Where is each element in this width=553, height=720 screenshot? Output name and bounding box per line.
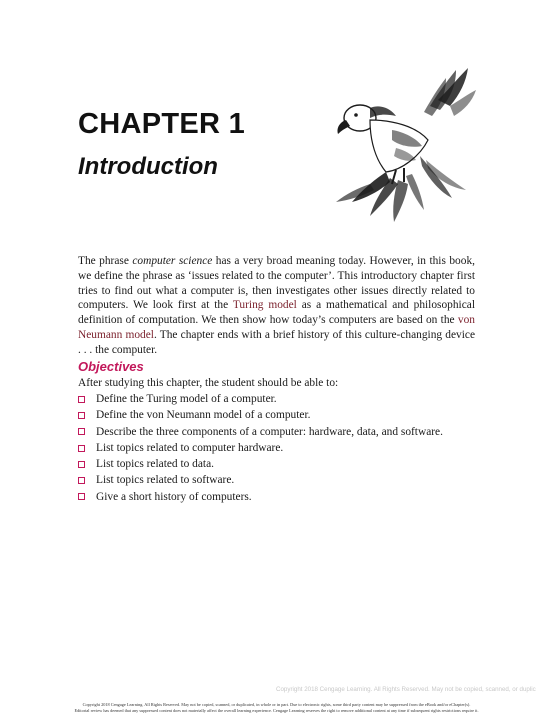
square-bullet-icon — [78, 493, 85, 500]
objective-item — [78, 440, 443, 456]
objective-text: List topics related to computer hardware. — [96, 441, 284, 454]
square-bullet-icon — [78, 445, 85, 452]
objective-item — [78, 424, 443, 440]
objective-item — [78, 472, 443, 488]
square-bullet-icon — [78, 396, 85, 403]
chapter-title: Introduction — [78, 153, 218, 180]
intro-text-3: as a mathematical and philosophical definition of computation. We then show how today’s computers are based on the — [78, 299, 475, 327]
intro-text-4: . The chapter ends with a brief history of this culture-changing device . . . the computer. — [78, 328, 476, 356]
chapter-number-heading: CHAPTER 1 — [78, 108, 246, 140]
chapter-introduction — [78, 254, 475, 358]
objectives-list — [78, 391, 443, 505]
square-bullet-icon — [78, 477, 85, 484]
square-bullet-icon — [78, 428, 85, 435]
objectives-lead: After studying this chapter, the student should be able to: — [78, 377, 339, 389]
objective-text: Describe the three components of a computer: hardware, data, and software. — [96, 425, 443, 438]
keyword-turing-model: Turing model — [232, 299, 297, 312]
objectives-heading: Objectives — [78, 359, 144, 374]
parrot-illustration-icon — [300, 60, 480, 250]
objective-item — [78, 407, 443, 423]
objective-item — [78, 489, 443, 505]
objective-text: Define the Turing model of a computer. — [96, 393, 277, 405]
objective-text: Give a short history of computers. — [96, 490, 252, 503]
copyright-watermark: Copyright 2018 Cengage Learning. All Rights Reserved. May not be copied, scanned, or duplic — [276, 686, 536, 693]
intro-text-2: has a very broad meaning today. However, in this book, we define the phrase as ‘issues related to the computer’. This introductory chapter first tries to find out what a computer is, then investigates other issues directly related to computers. We look first at the — [78, 255, 475, 312]
square-bullet-icon — [78, 412, 85, 419]
objective-item — [78, 391, 443, 407]
objective-text: List topics related to data. — [96, 458, 214, 471]
objective-text: Define the von Neumann model of a computer. — [96, 409, 311, 422]
square-bullet-icon — [78, 461, 85, 468]
intro-term-computer-science: computer science — [132, 255, 213, 267]
objective-item — [78, 456, 443, 472]
footer-line-1: Copyright 2018 Cengage Learning. All Rights Reserved. May not be copied, scanned, or duplicated, in whole or in part. Due to electronic rights, some third party content may be suppressed from the eBook and/or eChapter(s). — [82, 702, 471, 707]
intro-text-1: The phrase — [78, 255, 133, 267]
keyword-von-neumann-model: von Neumann model — [78, 314, 475, 341]
footer-line-2: Editorial review has deemed that any suppressed content does not materially affect the overall learning experience. Cengage Learning reserves the right to remove additional content at any time if subsequent rights restrictions require it. — [74, 708, 479, 714]
copyright-footer — [0, 702, 553, 714]
objective-text: List topics related to software. — [96, 474, 235, 487]
